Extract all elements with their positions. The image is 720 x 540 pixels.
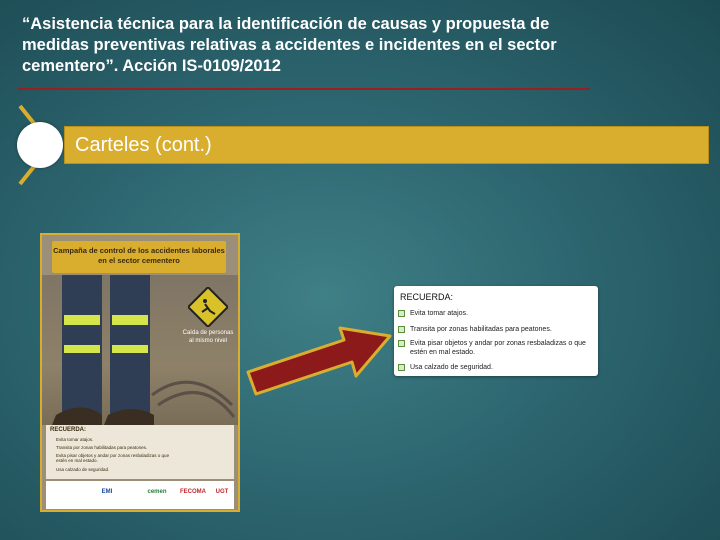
logo-fecoma: FECOMA — [180, 489, 206, 495]
poster-reminder-box — [46, 425, 234, 479]
warning-sign-icon — [188, 287, 228, 327]
checkbox-icon — [398, 310, 405, 317]
reminder-item: Usa calzado de seguridad. — [410, 364, 493, 371]
checkbox-icon — [398, 326, 405, 333]
logo-cemen: cemen — [147, 489, 167, 495]
poster-logo-strip — [46, 481, 234, 509]
poster-box-item: Usa calzado de seguridad. — [56, 467, 110, 472]
logo-emi: EMI — [101, 489, 113, 495]
poster-box-item: Transita por zonas habilitadas para peatones. — [56, 445, 148, 450]
reminder-card — [394, 286, 598, 376]
reminder-item: Evita tomar atajos. — [410, 310, 468, 317]
title-divider — [18, 88, 590, 90]
pointer-arrow-icon — [240, 306, 400, 396]
bullet-circle — [17, 122, 63, 168]
poster-box-title: RECUERDA: — [50, 427, 86, 433]
checkbox-icon — [398, 340, 405, 347]
poster-headline: Campaña de control de los accidentes laborales en el sector cementero — [52, 241, 226, 273]
poster-caption: Caída de personas al mismo nivel — [182, 330, 234, 344]
section-banner — [64, 126, 709, 164]
reminder-title: RECUERDA: — [400, 292, 454, 302]
poster-box-item: Evita pisar objetos y andar por zonas resbaladizas o que estén en mal estado. — [56, 453, 170, 463]
checkbox-icon — [398, 364, 405, 371]
slide-title: “Asistencia técnica para la identificación de causas y propuesta de medidas preventivas relativas a accidentes e incidentes en el sector cementero”. Acción IS-0109/2012 — [22, 15, 557, 75]
poster-box-item: Evita tomar atajos. — [56, 437, 94, 442]
reminder-item: Evita pisar objetos y andar por zonas resbaladizas o que estén en mal estado. — [410, 340, 586, 356]
reminder-item: Transita por zonas habilitadas para peatones. — [410, 326, 552, 333]
logo-ugt: UGT — [215, 489, 229, 495]
campaign-poster-image — [40, 233, 240, 512]
section-heading: Carteles (cont.) — [75, 134, 212, 156]
